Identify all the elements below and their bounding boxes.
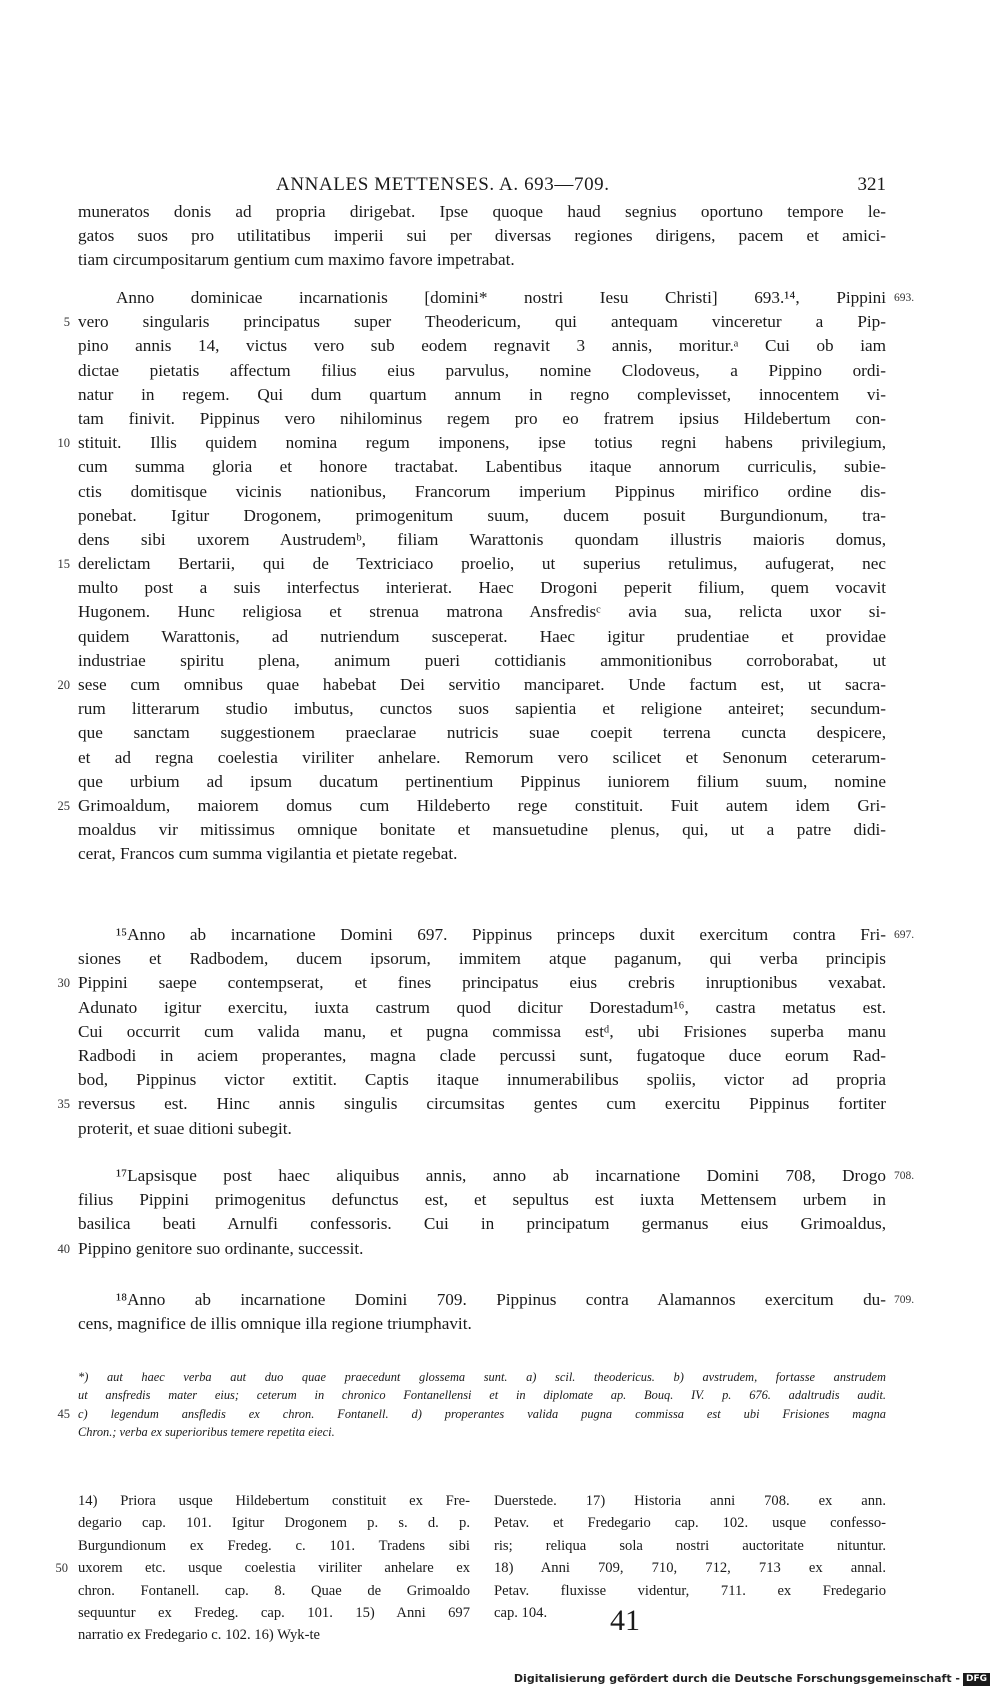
apparatus-line: *) aut haec verba aut duo quae praecedunt glossema sunt. a) scil. theodericus. b) avstrudem, fortasse anstrudem bbox=[78, 1370, 886, 1384]
text-line: que sanctam suggestionem praeclarae nutricis suae coepit terrena cuncta despicere, bbox=[78, 723, 886, 743]
paragraph-693 bbox=[57, 286, 915, 867]
text-line: cerat, Francos cum summa vigilantia et pietate regebat. bbox=[78, 844, 458, 864]
apparatus-line: Chron.; verba ex superioribus temere repetita eieci. bbox=[78, 1425, 335, 1440]
line-number: 25 bbox=[57, 798, 70, 813]
running-title: ANNALES METTENSES. A. 693—709. bbox=[276, 174, 610, 195]
note-line: ris; reliqua sola nostri auctoritate nituntur. bbox=[494, 1537, 886, 1554]
note-line: narratio ex Fredegario c. 102. 16) Wyk-te bbox=[78, 1627, 320, 1644]
line-number: 50 bbox=[55, 1561, 68, 1576]
note-line: sequuntur ex Fredeg. cap. 101. 15) Anni 697 bbox=[78, 1604, 470, 1621]
text-line: moaldus vir mitissimus omnique bonitate et mansuetudine plenus, qui, ut a patre didi- bbox=[78, 820, 886, 840]
text-line: tiam circumpositarum gentium cum maximo favore impetrabat. bbox=[78, 250, 515, 270]
line-number: 10 bbox=[57, 436, 70, 451]
dfg-logo: DFG bbox=[963, 1673, 990, 1686]
paragraph-continuation bbox=[78, 200, 886, 273]
text-line: muneratos donis ad propria dirigebat. Ipse quoque haud segnius oportuno tempore le- bbox=[78, 202, 886, 221]
text-line: que urbium ad ipsum ducatum pertinentium Pippinus iuniorem filium suum, nomine bbox=[78, 771, 886, 791]
note-line: Duerstede. 17) Historia anni 708. ex ann. bbox=[494, 1493, 886, 1509]
text-line: siones et Radbodem, ducem ipsorum, immitem atque paganum, qui verba principis bbox=[78, 949, 886, 969]
paragraph-709 bbox=[78, 1288, 915, 1336]
apparatus-line: 45 c) legendum ansfledis ex chron. Fontanell. d) properantes valida pugna commissa est ubi Frisiones magna bbox=[78, 1405, 886, 1423]
text-line: proterit, et suae ditioni subegit. bbox=[78, 1118, 292, 1138]
note-line: 14) Priora usque Hildebertum constituit ex Fre- bbox=[78, 1493, 470, 1509]
line-number: 15 bbox=[57, 557, 70, 572]
text-line: industriae spiritu plena, animum pueri cottidianis ammonitionibus corroborabat, ut bbox=[78, 650, 886, 670]
sheet-signature: 41 bbox=[610, 1604, 640, 1637]
text-line: ¹⁵Anno ab incarnatione Domini 697. Pippinus princeps duxit exercitum contra Fri- 697. bbox=[78, 923, 886, 947]
text-line: cens, magnifice de illis omnique illa regione triumphavit. bbox=[78, 1314, 472, 1334]
text-line: pino annis 14, victus vero sub eodem regnavit 3 annis, moritur.ᵃ Cui ob iam bbox=[78, 336, 886, 356]
editor-notes bbox=[55, 1490, 886, 1644]
margin-year: 709. bbox=[894, 1294, 915, 1306]
line-number: 45 bbox=[57, 1406, 70, 1421]
text-line: gatos suos pro utilitatibus imperii sui per diversas regiones dirigens, pacem et amici- bbox=[78, 226, 886, 246]
text-line: Cui occurrit cum valida manu, et pugna commissa estᵈ, ubi Frisiones superba manu bbox=[78, 1021, 886, 1041]
page-number: 321 bbox=[857, 174, 886, 195]
text-line: dictae pietatis affectum filius eius parvulus, nomine Clodoveus, a Pippino ordi- bbox=[78, 360, 886, 380]
digitization-credit bbox=[514, 1672, 990, 1686]
apparatus-line: ut ansfredis mater eius; ceterum in chronico Fontanellensi et in diplomate ap. Bouq. IV. p. 676. adaltrudis audit. bbox=[78, 1388, 886, 1403]
text-line: ponebat. Igitur Drogonem, primogenitum suum, ducem posuit Burgundionum, tra- bbox=[78, 505, 886, 525]
line-number: 20 bbox=[57, 678, 70, 692]
text-line: ¹⁸Anno ab incarnatione Domini 709. Pippinus contra Alamannos exercitum du- 709. bbox=[78, 1288, 886, 1312]
margin-year: 697. bbox=[894, 929, 915, 941]
credit-text: Digitalisierung gefördert durch die Deutsche Forschungsgemeinschaft - bbox=[513, 1672, 960, 1685]
critical-apparatus bbox=[57, 1368, 886, 1442]
text-line: Hugonem. Hunc religiosa et strenua matrona Ansfredisᶜ avia sua, relicta uxor si- bbox=[78, 602, 886, 622]
text-line: 30 Pippini saepe contempserat, et fines principatus eius crebris inruptionibus vexabat. bbox=[78, 971, 886, 995]
running-header bbox=[78, 174, 886, 202]
text-line: Radbodi in aciem properantes, magna clade percussi sunt, fugatoque duce eorum Rad- bbox=[78, 1045, 886, 1065]
text-line: 25 Grimoaldum, maiorem domus cum Hildeberto rege constituit. Fuit autem idem Gri- bbox=[78, 794, 886, 818]
text-line: basilica beati Arnulfi confessoris. Cui in principatum germanus eius Grimoaldus, bbox=[78, 1214, 886, 1234]
text-line: tam finivit. Pippinus vero nihilominus regem pro eo fratrem ipsius Hildebertum con- bbox=[78, 408, 886, 428]
text-line: ctis domitisque vicinis nationibus, Francorum imperium Pippinus mirifico ordine dis- bbox=[78, 481, 886, 501]
text-line: bod, Pippinus victor extitit. Captis itaque innumerabilibus spoliis, victor ad propria bbox=[78, 1070, 886, 1090]
line-number: 40 bbox=[57, 1241, 70, 1256]
note-line: cap. 104. bbox=[494, 1604, 548, 1621]
paragraph-708 bbox=[57, 1164, 915, 1261]
paragraph-697 bbox=[57, 923, 915, 1141]
editor-notes-right bbox=[494, 1490, 886, 1624]
note-line: 18) Anni 709, 710, 712, 713 ex annal. bbox=[494, 1560, 886, 1577]
text-line: quidem Warattonis, ad nutriendum susceperat. Haec igitur prudentiae et providae bbox=[78, 626, 886, 646]
note-line: degario cap. 101. Igitur Drogonem p. s. d. p. bbox=[78, 1515, 470, 1532]
note-line: Burgundionum ex Fredeg. c. 101. Tradens sibi bbox=[78, 1537, 470, 1554]
note-line: Petav. fluxisse videntur, 711. ex Fredegario bbox=[494, 1582, 886, 1599]
text-line: dens sibi uxorem Austrudemᵇ, filiam Warattonis quondam illustris maioris domus, bbox=[78, 529, 886, 549]
line-number: 5 bbox=[63, 315, 70, 330]
text-line: et ad regna coelestia viriliter anhelare. Remorum vero scilicet et Senonum ceterarum- bbox=[78, 747, 886, 767]
text-line: rum litterarum studio imbutus, cunctos suos sapientia et religione anteiret; secundum- bbox=[78, 699, 886, 719]
text-line: 35 reversus est. Hinc annis singulis circumsitas gentes cum exercitu Pippinus fortiter bbox=[78, 1092, 886, 1116]
text-line: ¹⁷Lapsisque post haec aliquibus annis, anno ab incarnatione Domini 708, Drogo 708. bbox=[78, 1164, 886, 1188]
text-line: multo post a suis interfectus interierat. Haec Drogoni peperit filium, quem vocavit bbox=[78, 578, 886, 598]
text-line: filius Pippini primogenitus defunctus est, et sepultus est iuxta Mettensem urbem in bbox=[78, 1190, 886, 1210]
text-line: 5 vero singularis principatus super Theodericum, qui antequam vinceretur a Pip- bbox=[78, 310, 886, 334]
note-line: chron. Fontanell. cap. 8. Quae de Grimoaldo bbox=[78, 1582, 470, 1599]
margin-year: 693. bbox=[894, 292, 915, 304]
note-line: 50 uxorem etc. usque coelestia viriliter anhelare ex bbox=[78, 1557, 470, 1579]
text-line: natur in regem. Qui dum quartum annum in regno complevisset, innocentem vi- bbox=[78, 384, 886, 404]
text-line: 40 Pippino genitore suo ordinante, successit. bbox=[78, 1237, 886, 1261]
text-line: Adunato igitur exercitu, iuxta castrum quod dicitur Dorestadum¹⁶, castra metatus est. bbox=[78, 997, 886, 1017]
editor-notes-left bbox=[55, 1490, 470, 1647]
text-line: 20 sese cum omnibus quae habebat Dei servitio manciparet. Unde factum est, ut sacra- bbox=[78, 673, 886, 697]
text-line: Anno dominicae incarnationis [domini* nostri Iesu Christi] 693.¹⁴, Pippini 693. bbox=[78, 286, 886, 310]
line-number: 30 bbox=[57, 976, 70, 991]
text-line: 15 derelictam Bertarii, qui de Textriciaco proelio, ut superius retulimus, aufugerat, nec bbox=[78, 552, 886, 576]
text-line: 10 stituit. Illis quidem nomina regum imponens, ipse totius regni habens privilegium, bbox=[78, 431, 886, 455]
note-line: Petav. et Fredegario cap. 102. usque confesso- bbox=[494, 1515, 886, 1532]
text-line: cum summa gloria et honore tractabat. Labentibus itaque annorum curriculis, subie- bbox=[78, 457, 886, 477]
line-number: 35 bbox=[57, 1097, 70, 1112]
margin-year: 708. bbox=[894, 1170, 915, 1182]
